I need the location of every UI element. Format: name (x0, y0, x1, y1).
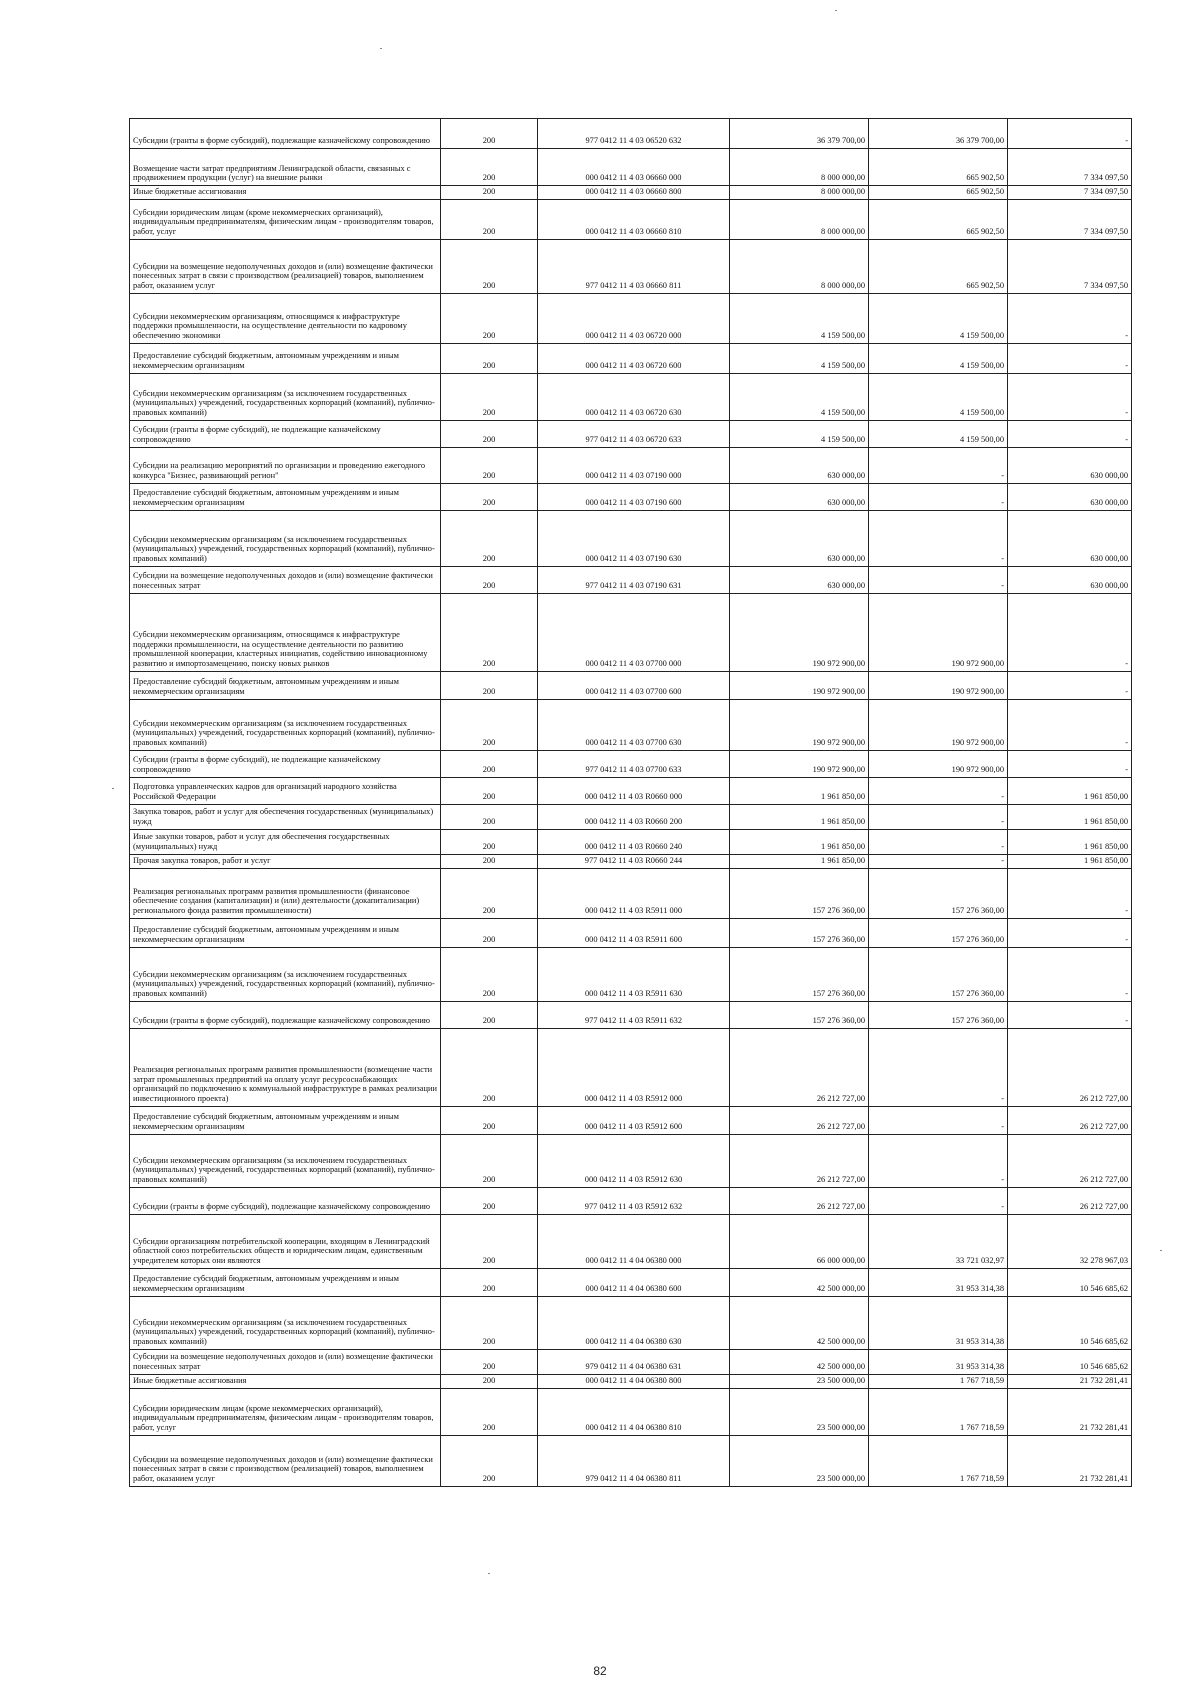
row-budget-code-cell: 977 0412 11 4 03 07190 631 (538, 566, 730, 593)
row-approved-amount-cell: 42 500 000,00 (730, 1268, 869, 1296)
row-unexecuted-amount-cell: 630 000,00 (1008, 566, 1132, 593)
table-row (130, 447, 1132, 483)
row-executed-amount-cell: 190 972 900,00 (869, 750, 1008, 777)
row-budget-code-cell: 979 0412 11 4 04 06380 811 (538, 1435, 730, 1486)
table-row (130, 1001, 1132, 1028)
table-row (130, 918, 1132, 947)
table-row (130, 420, 1132, 447)
row-executed-amount-cell: 157 276 360,00 (869, 947, 1008, 1001)
table-row (130, 186, 1132, 200)
row-code-cell: 200 (441, 1214, 538, 1268)
row-executed-amount-cell: 4 159 500,00 (869, 373, 1008, 420)
row-budget-code-cell: 000 0412 11 4 04 06380 600 (538, 1268, 730, 1296)
row-budget-code-cell: 977 0412 11 4 03 06720 633 (538, 420, 730, 447)
row-executed-amount-cell: - (869, 804, 1008, 829)
row-budget-code-cell: 000 0412 11 4 03 R5911 630 (538, 947, 730, 1001)
row-executed-amount-cell: - (869, 829, 1008, 854)
row-name-cell: Субсидии (гранты в форме субсидий), не подлежащие казначейскому сопровождению (130, 750, 441, 777)
row-executed-amount-cell: 36 379 700,00 (869, 119, 1008, 149)
row-code-cell: 200 (441, 447, 538, 483)
row-code-cell: 200 (441, 1349, 538, 1374)
row-executed-amount-cell: - (869, 1106, 1008, 1134)
row-name-cell: Субсидии юридическим лицам (кроме некоммерческих организаций), индивидуальным предпринимателям, физическим лицам - производителям товаров, работ, услуг (130, 199, 441, 239)
row-unexecuted-amount-cell: - (1008, 420, 1132, 447)
row-unexecuted-amount-cell: 26 212 727,00 (1008, 1187, 1132, 1214)
scan-speck (488, 1573, 490, 1574)
row-unexecuted-amount-cell: 7 334 097,50 (1008, 149, 1132, 186)
row-budget-code-cell: 000 0412 11 4 04 06380 630 (538, 1296, 730, 1349)
row-code-cell: 200 (441, 777, 538, 804)
table-row (130, 699, 1132, 750)
row-budget-code-cell: 977 0412 11 4 03 06660 811 (538, 239, 730, 293)
row-executed-amount-cell: 190 972 900,00 (869, 593, 1008, 671)
row-code-cell: 200 (441, 566, 538, 593)
row-executed-amount-cell: - (869, 447, 1008, 483)
row-budget-code-cell: 000 0412 11 4 03 07700 630 (538, 699, 730, 750)
row-code-cell: 200 (441, 804, 538, 829)
row-unexecuted-amount-cell: - (1008, 1001, 1132, 1028)
row-unexecuted-amount-cell: 630 000,00 (1008, 510, 1132, 566)
row-name-cell: Субсидии (гранты в форме субсидий), подлежащие казначейскому сопровождению (130, 1187, 441, 1214)
row-code-cell: 200 (441, 1187, 538, 1214)
row-budget-code-cell: 000 0412 11 4 04 06380 000 (538, 1214, 730, 1268)
row-name-cell: Субсидии на возмещение недополученных доходов и (или) возмещение фактически понесенных затрат (130, 1349, 441, 1374)
row-executed-amount-cell: 4 159 500,00 (869, 343, 1008, 373)
row-name-cell: Субсидии некоммерческим организациям (за исключением государственных (муниципальных) учреждений, государственных корпораций (компаний), публично-правовых компаний) (130, 1134, 441, 1187)
row-unexecuted-amount-cell: 32 278 967,03 (1008, 1214, 1132, 1268)
scan-speck (380, 48, 382, 49)
row-executed-amount-cell: - (869, 1134, 1008, 1187)
row-name-cell: Предоставление субсидий бюджетным, автономным учреждениям и иным некоммерческим организациям (130, 918, 441, 947)
row-name-cell: Субсидии некоммерческим организациям (за исключением государственных (муниципальных) учреждений, государственных корпораций (компаний), публично-правовых компаний) (130, 1296, 441, 1349)
row-budget-code-cell: 000 0412 11 4 03 06660 000 (538, 149, 730, 186)
row-executed-amount-cell: 665 902,50 (869, 199, 1008, 239)
row-approved-amount-cell: 8 000 000,00 (730, 239, 869, 293)
row-name-cell: Субсидии некоммерческим организациям (за исключением государственных (муниципальных) учреждений, государственных корпораций (компаний), публично-правовых компаний) (130, 510, 441, 566)
row-unexecuted-amount-cell: 26 212 727,00 (1008, 1134, 1132, 1187)
row-budget-code-cell: 000 0412 11 4 03 07190 600 (538, 483, 730, 510)
row-approved-amount-cell: 23 500 000,00 (730, 1388, 869, 1435)
table-row (130, 804, 1132, 829)
row-unexecuted-amount-cell: - (1008, 593, 1132, 671)
row-executed-amount-cell: 31 953 314,38 (869, 1349, 1008, 1374)
row-budget-code-cell: 977 0412 11 4 03 R5912 632 (538, 1187, 730, 1214)
table-row (130, 593, 1132, 671)
row-code-cell: 200 (441, 671, 538, 699)
row-code-cell: 200 (441, 1001, 538, 1028)
row-executed-amount-cell: - (869, 483, 1008, 510)
row-executed-amount-cell: 157 276 360,00 (869, 868, 1008, 918)
row-approved-amount-cell: 8 000 000,00 (730, 149, 869, 186)
row-executed-amount-cell: 665 902,50 (869, 239, 1008, 293)
row-code-cell: 200 (441, 1134, 538, 1187)
row-unexecuted-amount-cell: - (1008, 918, 1132, 947)
row-name-cell: Подготовка управленческих кадров для организаций народного хозяйства Российской Федерации (130, 777, 441, 804)
row-unexecuted-amount-cell: 21 732 281,41 (1008, 1435, 1132, 1486)
row-approved-amount-cell: 36 379 700,00 (730, 119, 869, 149)
row-budget-code-cell: 000 0412 11 4 03 R0660 240 (538, 829, 730, 854)
row-name-cell: Реализация региональных программ развития промышленности (возмещение части затрат промышленных предприятий на оплату услуг ресурсоснабжающих организаций по подключению к коммунальной инфраструктуре в рамках реализации инвестиционного проекта) (130, 1028, 441, 1106)
scan-speck (112, 788, 114, 789)
row-executed-amount-cell: 190 972 900,00 (869, 671, 1008, 699)
row-code-cell: 200 (441, 1388, 538, 1435)
table-row (130, 777, 1132, 804)
row-executed-amount-cell: 665 902,50 (869, 149, 1008, 186)
row-name-cell: Субсидии на возмещение недополученных доходов и (или) возмещение фактически понесенных затрат в связи с производством (реализацией) товаров, выполнением работ, оказанием услуг (130, 239, 441, 293)
row-approved-amount-cell: 157 276 360,00 (730, 918, 869, 947)
row-executed-amount-cell: 665 902,50 (869, 186, 1008, 200)
row-unexecuted-amount-cell: - (1008, 671, 1132, 699)
row-code-cell: 200 (441, 699, 538, 750)
row-approved-amount-cell: 630 000,00 (730, 447, 869, 483)
table-row (130, 343, 1132, 373)
table-row (130, 239, 1132, 293)
row-unexecuted-amount-cell: 630 000,00 (1008, 447, 1132, 483)
scan-speck (835, 10, 837, 11)
table-row (130, 1374, 1132, 1388)
table-row (130, 1134, 1132, 1187)
row-unexecuted-amount-cell: - (1008, 868, 1132, 918)
row-approved-amount-cell: 26 212 727,00 (730, 1187, 869, 1214)
row-name-cell: Субсидии на реализацию мероприятий по организации и проведению ежегодного конкурса "Бизнес, развивающий регион" (130, 447, 441, 483)
row-approved-amount-cell: 4 159 500,00 (730, 293, 869, 343)
row-unexecuted-amount-cell: - (1008, 373, 1132, 420)
row-name-cell: Закупка товаров, работ и услуг для обеспечения государственных (муниципальных) нужд (130, 804, 441, 829)
table-row (130, 671, 1132, 699)
row-unexecuted-amount-cell: - (1008, 293, 1132, 343)
row-budget-code-cell: 000 0412 11 4 03 R0660 200 (538, 804, 730, 829)
table-row (130, 829, 1132, 854)
row-executed-amount-cell: - (869, 1028, 1008, 1106)
row-approved-amount-cell: 190 972 900,00 (730, 593, 869, 671)
row-approved-amount-cell: 42 500 000,00 (730, 1349, 869, 1374)
row-approved-amount-cell: 1 961 850,00 (730, 854, 869, 868)
row-executed-amount-cell: - (869, 854, 1008, 868)
row-unexecuted-amount-cell: 26 212 727,00 (1008, 1106, 1132, 1134)
row-approved-amount-cell: 190 972 900,00 (730, 671, 869, 699)
row-approved-amount-cell: 157 276 360,00 (730, 868, 869, 918)
row-name-cell: Предоставление субсидий бюджетным, автономным учреждениям и иным некоммерческим организациям (130, 1106, 441, 1134)
table-row (130, 1106, 1132, 1134)
row-executed-amount-cell: 1 767 718,59 (869, 1435, 1008, 1486)
row-budget-code-cell: 000 0412 11 4 03 07700 000 (538, 593, 730, 671)
row-name-cell: Субсидии на возмещение недополученных доходов и (или) возмещение фактически понесенных затрат в связи с производством (реализацией) товаров, выполнением работ, оказанием услуг (130, 1435, 441, 1486)
row-name-cell: Прочая закупка товаров, работ и услуг (130, 854, 441, 868)
row-approved-amount-cell: 26 212 727,00 (730, 1134, 869, 1187)
table-row (130, 199, 1132, 239)
row-budget-code-cell: 000 0412 11 4 03 06660 800 (538, 186, 730, 200)
row-budget-code-cell: 000 0412 11 4 03 06660 810 (538, 199, 730, 239)
row-approved-amount-cell: 26 212 727,00 (730, 1028, 869, 1106)
row-name-cell: Субсидии (гранты в форме субсидий), подлежащие казначейскому сопровождению (130, 119, 441, 149)
row-code-cell: 200 (441, 868, 538, 918)
row-unexecuted-amount-cell: 1 961 850,00 (1008, 777, 1132, 804)
row-code-cell: 200 (441, 510, 538, 566)
row-code-cell: 200 (441, 420, 538, 447)
row-budget-code-cell: 000 0412 11 4 03 R5912 000 (538, 1028, 730, 1106)
row-unexecuted-amount-cell: 7 334 097,50 (1008, 199, 1132, 239)
row-unexecuted-amount-cell: 10 546 685,62 (1008, 1296, 1132, 1349)
row-code-cell: 200 (441, 918, 538, 947)
row-approved-amount-cell: 190 972 900,00 (730, 699, 869, 750)
row-name-cell: Субсидии на возмещение недополученных доходов и (или) возмещение фактически понесенных затрат (130, 566, 441, 593)
row-name-cell: Субсидии некоммерческим организациям (за исключением государственных (муниципальных) учреждений, государственных корпораций (компаний), публично-правовых компаний) (130, 947, 441, 1001)
row-approved-amount-cell: 630 000,00 (730, 483, 869, 510)
row-unexecuted-amount-cell: 7 334 097,50 (1008, 186, 1132, 200)
table-row (130, 750, 1132, 777)
row-budget-code-cell: 000 0412 11 4 03 06720 630 (538, 373, 730, 420)
row-executed-amount-cell: 157 276 360,00 (869, 1001, 1008, 1028)
row-executed-amount-cell: 1 767 718,59 (869, 1374, 1008, 1388)
row-executed-amount-cell: 1 767 718,59 (869, 1388, 1008, 1435)
row-budget-code-cell: 000 0412 11 4 03 R5912 630 (538, 1134, 730, 1187)
row-name-cell: Предоставление субсидий бюджетным, автономным учреждениям и иным некоммерческим организациям (130, 343, 441, 373)
row-code-cell: 200 (441, 593, 538, 671)
row-unexecuted-amount-cell: 21 732 281,41 (1008, 1374, 1132, 1388)
row-executed-amount-cell: - (869, 566, 1008, 593)
row-approved-amount-cell: 8 000 000,00 (730, 186, 869, 200)
row-code-cell: 200 (441, 119, 538, 149)
row-code-cell: 200 (441, 854, 538, 868)
row-unexecuted-amount-cell: 10 546 685,62 (1008, 1349, 1132, 1374)
row-budget-code-cell: 977 0412 11 4 03 06520 632 (538, 119, 730, 149)
row-budget-code-cell: 977 0412 11 4 03 R5911 632 (538, 1001, 730, 1028)
row-executed-amount-cell: 157 276 360,00 (869, 918, 1008, 947)
row-approved-amount-cell: 23 500 000,00 (730, 1435, 869, 1486)
table-row (130, 1388, 1132, 1435)
row-budget-code-cell: 977 0412 11 4 03 R0660 244 (538, 854, 730, 868)
row-code-cell: 200 (441, 1374, 538, 1388)
row-code-cell: 200 (441, 750, 538, 777)
table-row (130, 868, 1132, 918)
row-budget-code-cell: 000 0412 11 4 03 R5912 600 (538, 1106, 730, 1134)
table-row (130, 1028, 1132, 1106)
row-name-cell: Предоставление субсидий бюджетным, автономным учреждениям и иным некоммерческим организациям (130, 483, 441, 510)
row-code-cell: 200 (441, 1296, 538, 1349)
row-unexecuted-amount-cell: 26 212 727,00 (1008, 1028, 1132, 1106)
row-name-cell: Субсидии некоммерческим организациям, относящимся к инфраструктуре поддержки промышленности, на осуществление деятельности по развитию промышленной кооперации, кластерных инициатив, содействию инновационному развитию и импортозамещению, поиску новых рынков (130, 593, 441, 671)
row-name-cell: Иные бюджетные ассигнования (130, 186, 441, 200)
row-code-cell: 200 (441, 947, 538, 1001)
table-row (130, 149, 1132, 186)
table-row (130, 119, 1132, 149)
row-name-cell: Иные бюджетные ассигнования (130, 1374, 441, 1388)
table-row (130, 293, 1132, 343)
row-name-cell: Предоставление субсидий бюджетным, автономным учреждениям и иным некоммерческим организациям (130, 671, 441, 699)
row-budget-code-cell: 000 0412 11 4 03 07190 630 (538, 510, 730, 566)
row-unexecuted-amount-cell: - (1008, 119, 1132, 149)
row-name-cell: Субсидии (гранты в форме субсидий), не подлежащие казначейскому сопровождению (130, 420, 441, 447)
budget-table-body (130, 119, 1132, 1487)
row-code-cell: 200 (441, 373, 538, 420)
row-code-cell: 200 (441, 1028, 538, 1106)
row-unexecuted-amount-cell: 630 000,00 (1008, 483, 1132, 510)
row-approved-amount-cell: 4 159 500,00 (730, 373, 869, 420)
page-number: 82 (593, 1664, 607, 1678)
row-unexecuted-amount-cell: 10 546 685,62 (1008, 1268, 1132, 1296)
row-approved-amount-cell: 23 500 000,00 (730, 1374, 869, 1388)
row-executed-amount-cell: 190 972 900,00 (869, 699, 1008, 750)
row-name-cell: Субсидии некоммерческим организациям (за исключением государственных (муниципальных) учреждений, государственных корпораций (компаний), публично-правовых компаний) (130, 699, 441, 750)
row-code-cell: 200 (441, 199, 538, 239)
row-budget-code-cell: 000 0412 11 4 03 R0660 000 (538, 777, 730, 804)
row-name-cell: Субсидии организациям потребительской кооперации, входящим в Ленинградский областной союз потребительских обществ и юридическим лицам, единственным учредителем которых они являются (130, 1214, 441, 1268)
row-approved-amount-cell: 630 000,00 (730, 566, 869, 593)
row-unexecuted-amount-cell: 1 961 850,00 (1008, 829, 1132, 854)
row-unexecuted-amount-cell: 1 961 850,00 (1008, 804, 1132, 829)
scan-speck (1160, 1250, 1162, 1251)
row-approved-amount-cell: 8 000 000,00 (730, 199, 869, 239)
row-approved-amount-cell: 66 000 000,00 (730, 1214, 869, 1268)
row-code-cell: 200 (441, 293, 538, 343)
row-executed-amount-cell: 33 721 032,97 (869, 1214, 1008, 1268)
row-code-cell: 200 (441, 1435, 538, 1486)
row-unexecuted-amount-cell: - (1008, 750, 1132, 777)
row-budget-code-cell: 000 0412 11 4 03 06720 600 (538, 343, 730, 373)
row-approved-amount-cell: 26 212 727,00 (730, 1106, 869, 1134)
row-budget-code-cell: 000 0412 11 4 03 06720 000 (538, 293, 730, 343)
row-approved-amount-cell: 157 276 360,00 (730, 947, 869, 1001)
row-budget-code-cell: 979 0412 11 4 04 06380 631 (538, 1349, 730, 1374)
row-unexecuted-amount-cell: - (1008, 699, 1132, 750)
row-name-cell: Субсидии некоммерческим организациям, относящимся к инфраструктуре поддержки промышленности, на осуществление деятельности по кадровому обеспечению экономики (130, 293, 441, 343)
row-unexecuted-amount-cell: 1 961 850,00 (1008, 854, 1132, 868)
row-budget-code-cell: 977 0412 11 4 03 07700 633 (538, 750, 730, 777)
row-unexecuted-amount-cell: - (1008, 343, 1132, 373)
row-unexecuted-amount-cell: - (1008, 947, 1132, 1001)
row-budget-code-cell: 000 0412 11 4 03 07190 000 (538, 447, 730, 483)
row-approved-amount-cell: 630 000,00 (730, 510, 869, 566)
row-budget-code-cell: 000 0412 11 4 03 07700 600 (538, 671, 730, 699)
row-approved-amount-cell: 1 961 850,00 (730, 777, 869, 804)
table-row (130, 510, 1132, 566)
row-code-cell: 200 (441, 149, 538, 186)
row-executed-amount-cell: 31 953 314,38 (869, 1296, 1008, 1349)
table-row (130, 947, 1132, 1001)
row-name-cell: Реализация региональных программ развития промышленности (финансовое обеспечение создания (капитализации) и (или) деятельности (докапитализации) регионального фонда развития промышленности) (130, 868, 441, 918)
row-executed-amount-cell: 4 159 500,00 (869, 293, 1008, 343)
row-name-cell: Субсидии (гранты в форме субсидий), подлежащие казначейскому сопровождению (130, 1001, 441, 1028)
table-row (130, 1349, 1132, 1374)
budget-table (129, 118, 1132, 1487)
row-name-cell: Предоставление субсидий бюджетным, автономным учреждениям и иным некоммерческим организациям (130, 1268, 441, 1296)
row-approved-amount-cell: 157 276 360,00 (730, 1001, 869, 1028)
row-executed-amount-cell: 31 953 314,38 (869, 1268, 1008, 1296)
row-approved-amount-cell: 4 159 500,00 (730, 420, 869, 447)
row-executed-amount-cell: - (869, 510, 1008, 566)
row-approved-amount-cell: 190 972 900,00 (730, 750, 869, 777)
row-name-cell: Субсидии некоммерческим организациям (за исключением государственных (муниципальных) учреждений, государственных корпораций (компаний), публично-правовых компаний) (130, 373, 441, 420)
row-code-cell: 200 (441, 343, 538, 373)
table-row (130, 1435, 1132, 1486)
row-approved-amount-cell: 1 961 850,00 (730, 804, 869, 829)
row-approved-amount-cell: 4 159 500,00 (730, 343, 869, 373)
row-code-cell: 200 (441, 829, 538, 854)
table-row (130, 373, 1132, 420)
row-budget-code-cell: 000 0412 11 4 04 06380 810 (538, 1388, 730, 1435)
table-row (130, 483, 1132, 510)
row-executed-amount-cell: - (869, 777, 1008, 804)
row-unexecuted-amount-cell: 21 732 281,41 (1008, 1388, 1132, 1435)
row-unexecuted-amount-cell: 7 334 097,50 (1008, 239, 1132, 293)
row-approved-amount-cell: 1 961 850,00 (730, 829, 869, 854)
row-budget-code-cell: 000 0412 11 4 04 06380 800 (538, 1374, 730, 1388)
row-name-cell: Субсидии юридическим лицам (кроме некоммерческих организаций), индивидуальным предпринимателям, физическим лицам - производителям товаров, работ, услуг (130, 1388, 441, 1435)
row-code-cell: 200 (441, 483, 538, 510)
row-name-cell: Возмещение части затрат предприятиям Ленинградской области, связанных с продвижением продукции (услуг) на внешние рынки (130, 149, 441, 186)
table-row (130, 1296, 1132, 1349)
row-approved-amount-cell: 42 500 000,00 (730, 1296, 869, 1349)
table-row (130, 854, 1132, 868)
row-executed-amount-cell: 4 159 500,00 (869, 420, 1008, 447)
row-budget-code-cell: 000 0412 11 4 03 R5911 600 (538, 918, 730, 947)
table-row (130, 1268, 1132, 1296)
row-budget-code-cell: 000 0412 11 4 03 R5911 000 (538, 868, 730, 918)
table-row (130, 566, 1132, 593)
table-row (130, 1187, 1132, 1214)
row-code-cell: 200 (441, 239, 538, 293)
row-code-cell: 200 (441, 1106, 538, 1134)
row-code-cell: 200 (441, 186, 538, 200)
table-row (130, 1214, 1132, 1268)
row-executed-amount-cell: - (869, 1187, 1008, 1214)
row-code-cell: 200 (441, 1268, 538, 1296)
row-name-cell: Иные закупки товаров, работ и услуг для обеспечения государственных (муниципальных) нужд (130, 829, 441, 854)
